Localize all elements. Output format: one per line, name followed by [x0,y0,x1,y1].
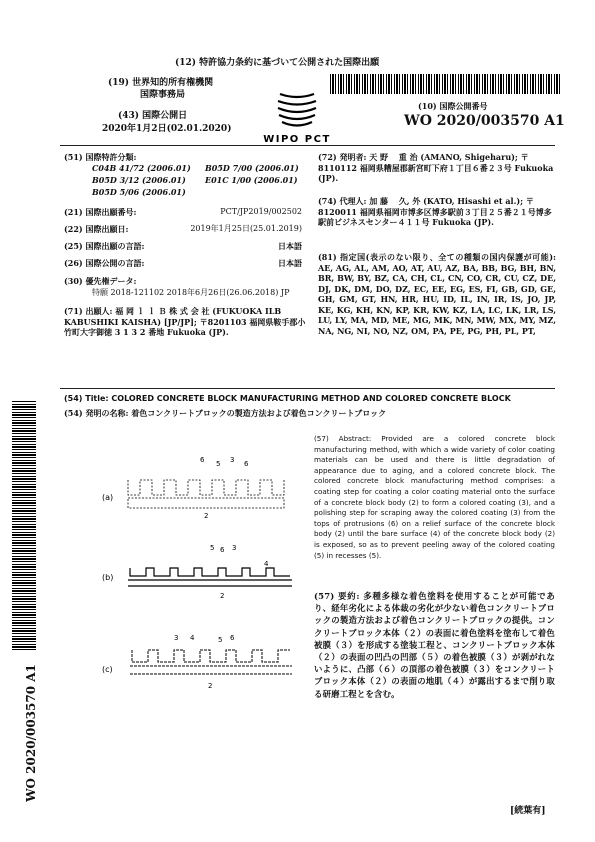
pubdate: 2020年1月2日(02.01.2020) [102,124,232,134]
field-30-label: (30) 優先権データ: [64,276,137,286]
side-barcode [12,400,36,650]
org-line1: (19) 世界知的所有権機関 [108,78,214,88]
fig-b-label: (b) [102,573,114,582]
continued-note: [続葉有] [510,806,546,816]
field-22-label: (22) 国際出願日: [64,224,129,234]
fig-c-body: 2 [208,682,213,690]
fig-b-block [128,568,292,586]
fig-c-label: (c) [102,665,113,674]
ipc-2-0: B05D 5/06 (2006.01) [92,187,186,197]
field-26-value: 日本語 [278,258,302,268]
field-81-designated-states: (81) 指定国(表示のない限り、全ての種類の国内保護が可能): AE, AG, AL, AM, AO, AT, AU, AZ, BA, BB, BG, BH, BN, BR, BW, BY, BZ, CA, CH, CL, CN, CO, CR, CU, CZ, DE, DJ, DK, DM, DO, DZ, EC, EE, EG, ES, FI, GB, GD, GE, GH, GM, GT, HN, HR, HU, ID, IL, IN, IR, IS, JO, JP, KE, KG, KH, KN, KP, KR, KW, KZ, LA, LC, LK, LR, LS, LU, LY, MA, MD, ME, MG, MK, MN, MW, MX, MY, MZ, NA, NG, NI, NO, NZ, OM, PA, PE, PG, PH, PL, PT, [318,252,556,336]
field-25-value: 日本語 [278,241,302,251]
ipc-0-1: B05D 7/00 (2006.01) [205,163,299,173]
fig-b-num-1: 6 [220,546,225,554]
ipc-0-0: C04B 41/72 (2006.01) [92,163,191,173]
fig-c-num-0: 3 [174,634,179,642]
fig-c-block [130,650,292,674]
field-25-label: (25) 国際出願の言語: [64,241,145,251]
title-english: (54) Title: COLORED CONCRETE BLOCK MANUFACTURING METHOD AND COLORED CONCRETE BLOCK [64,394,511,403]
field-21-value: PCT/JP2019/002502 [220,207,302,216]
document-type-title: (12) 特許協力条約に基づいて公開された国際出願 [175,58,380,68]
wipo-logo [252,74,342,146]
org-line2: 国際事務局 [140,90,186,100]
field-71-applicant: (71) 出願人: 福 岡 ｌ ｌ Ｂ 株 式 会 社 (FUKUOKA ILB KABUSHIKI KAISHA) [JP/JP]; 〒8201103 福岡県鞍手郡小竹町大字御徳 3 1 3 2 番地 Fukuoka (JP). [64,306,306,337]
fig-c-num-2: 5 [218,636,223,644]
ipc-1-0: B05D 3/12 (2006.01) [92,175,186,185]
fig-a-num-2: 3 [230,456,235,464]
fig-a-body: 2 [204,512,209,520]
fig-b-num-0: 5 [210,544,215,552]
fig-c-num-3: 6 [230,634,235,642]
field-51-label: (51) 国際特許分類: [64,152,137,162]
fig-c-num-1: 4 [190,634,195,642]
field-26-label: (26) 国際公開の言語: [64,258,145,268]
side-pubnum-box [18,660,38,810]
field-21-label: (21) 国際出願番号: [64,207,137,217]
fig-b-num-2: 3 [232,544,237,552]
field-30-value: 特願 2018-121102 2018年6月26日(26.06.2018) JP [92,288,290,297]
ipc-1-1: E01C 1/00 (2006.01) [205,175,298,185]
fig-b-body: 2 [220,592,225,600]
fig-a-label: (a) [102,493,114,502]
pubdate-label: (43) 国際公開日 [118,111,188,121]
side-pubnum: WO 2020/003570 A1 [24,664,38,802]
fig-b-num-3: 4 [264,560,269,568]
fig-a-num-0: 6 [200,456,205,464]
fig-a-block [128,480,284,508]
abstract-japanese: (57) 要約: 多種多様な着色塗料を使用することが可能であり、経年劣化による体裁の劣化が少ない着色コンクリートブロックの製造方法および着色コンクリートブロックの提供。コンクリートブロック本体（２）の表面に着色塗料を塗布して着色被膜（３）を形成する塗装工程と、コンクリートブロック本体（２）の表面の凹凸の凹部（５）の着色被膜（３）が剥がれないように、凸部（６）の頂部の着色被膜（３）をコンクリートブロック本体（２）の表面の地肌（４）が露出するまで削り取る研磨工程とを含む。 [314,591,555,699]
field-72-inventor: (72) 発明者: 天 野 重 治 (AMANO, Shigeharu); 〒8110112 福岡県糟屋郡新宮町下府１丁目６番２３号 Fukuoka (JP). [318,152,554,183]
figure-drawing [100,440,305,730]
header-divider [60,145,555,146]
field-22-value: 2019年1月25日(25.01.2019) [190,224,302,233]
pubnum-label: (10) 国際公開番号 [418,101,488,111]
top-barcode [330,74,562,94]
field-74-agent: (74) 代理人: 加 藤 久, 外 (KATO, Hisashi et al.); 〒8120011 福岡県福岡市博多区博多駅前３丁目２５番２１号博多駅前ビジネスセンター４１１号 Fukuoka (JP). [318,196,552,227]
fig-a-num-1: 5 [216,460,221,468]
fig-a-num-3: 6 [244,460,249,468]
fields-divider [60,388,555,389]
wipo-logo-text: WIPO PCT [263,134,331,145]
title-japanese: (54) 発明の名称: 着色コンクリートブロックの製造方法および着色コンクリートブロック [64,408,387,418]
abstract-english: (57) Abstract: Provided are a colored concrete block manufacturing method, with which a wide variety of color coating materials can be used and there is little degradation of appearance due to aging, and a colored concrete block. The colored concrete block manufacturing method comprises: a coating step for coating a color coating material onto the surface of a concrete block body (2) to form a colored coating (3), and a polishing step for scraping away the colored coating (3) from the tops of protrusions (6) on a relief surface of the concrete block body (2) until the bare surface (4) of the concrete block body (2) is exposed, so as to prevent peeling away of the colored coating (5) in recesses (5). [314,434,555,560]
pubnum: WO 2020/003570 A1 [404,113,565,129]
